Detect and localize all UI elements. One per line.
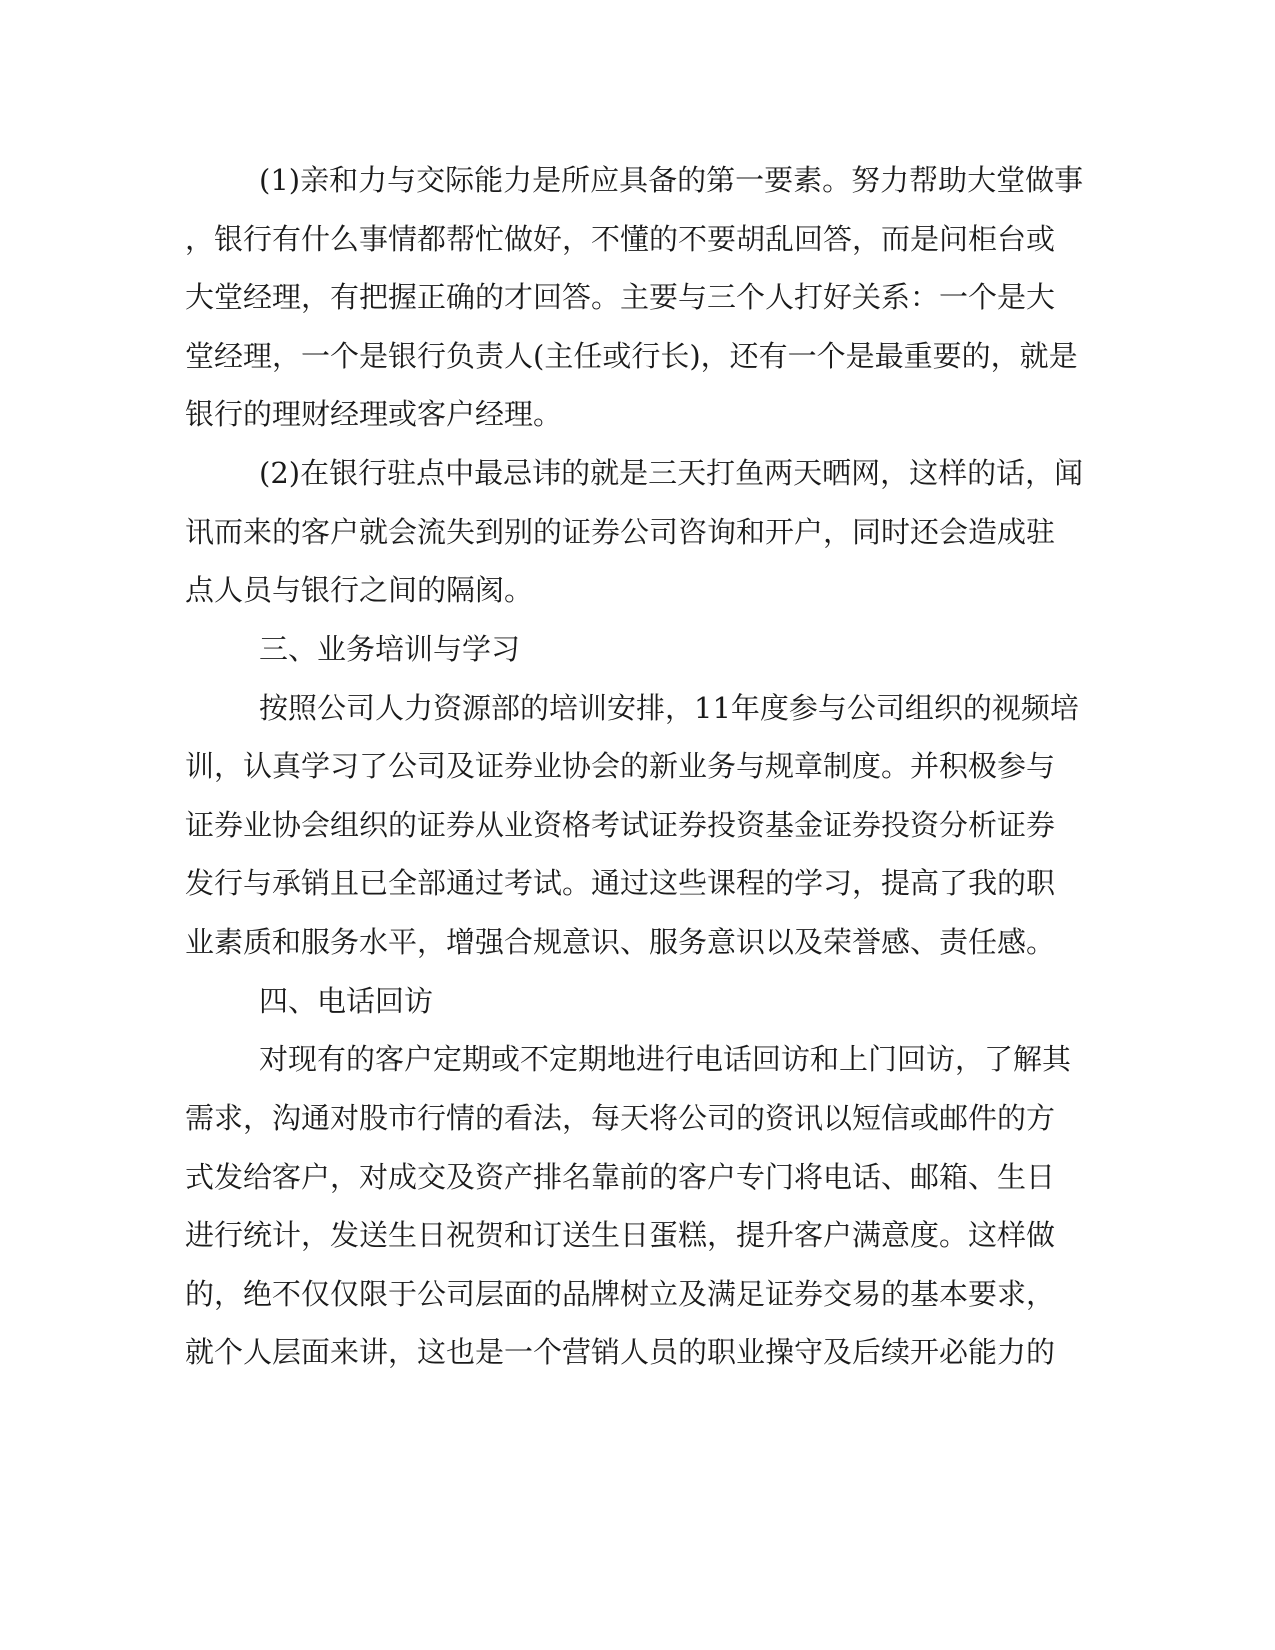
paragraph-line: 对现有的客户定期或不定期地进行电话回访和上门回访，了解其 [259,1042,1072,1076]
paragraph-line: 银行的理财经理或客户经理。 [185,397,563,431]
paragraph-line: 业素质和服务水平，增强合规意识、服务意识以及荣誉感、责任感。 [185,925,1056,959]
paragraph-line: (2)在银行驻点中最忌讳的就是三天打鱼两天晒网，这样的话，闻 [259,456,1084,490]
paragraph-line: (1)亲和力与交际能力是所应具备的第一要素。努力帮助大堂做事 [259,163,1084,197]
paragraph-line: 就个人层面来讲，这也是一个营销人员的职业操守及后续开必能力的 [185,1335,1056,1369]
paragraph-line: 点人员与银行之间的隔阂。 [185,573,534,607]
paragraph-line: ，银行有什么事情都帮忙做好，不懂的不要胡乱回答，而是问柜台或 [185,222,1056,256]
paragraph-line: 按照公司人力资源部的培训安排，11年度参与公司组织的视频培 [259,691,1079,725]
section-heading: 四、电话回访 [259,984,434,1018]
paragraph-line: 式发给客户，对成交及资产排名靠前的客户专门将电话、邮箱、生日 [185,1160,1056,1194]
paragraph-line: 讯而来的客户就会流失到别的证券公司咨询和开户，同时还会造成驻 [185,515,1056,549]
paragraph-line: 证券业协会组织的证券从业资格考试证券投资基金证券投资分析证券 [185,808,1056,842]
paragraph-line: 发行与承销且已全部通过考试。通过这些课程的学习，提高了我的职 [185,866,1056,900]
section-heading: 三、业务培训与学习 [259,632,521,666]
paragraph-line: 的，绝不仅仅限于公司层面的品牌树立及满足证券交易的基本要求， [185,1277,1056,1311]
paragraph-line: 进行统计，发送生日祝贺和订送生日蛋糕，提升客户满意度。这样做 [185,1218,1056,1252]
paragraph-line: 堂经理，一个是银行负责人(主任或行长)，还有一个是最重要的，就是 [185,339,1078,373]
paragraph-line: 训，认真学习了公司及证券业协会的新业务与规章制度。并积极参与 [185,749,1056,783]
paragraph-line: 大堂经理，有把握正确的才回答。主要与三个人打好关系：一个是大 [185,280,1056,314]
paragraph-line: 需求，沟通对股市行情的看法，每天将公司的资讯以短信或邮件的方 [185,1101,1056,1135]
